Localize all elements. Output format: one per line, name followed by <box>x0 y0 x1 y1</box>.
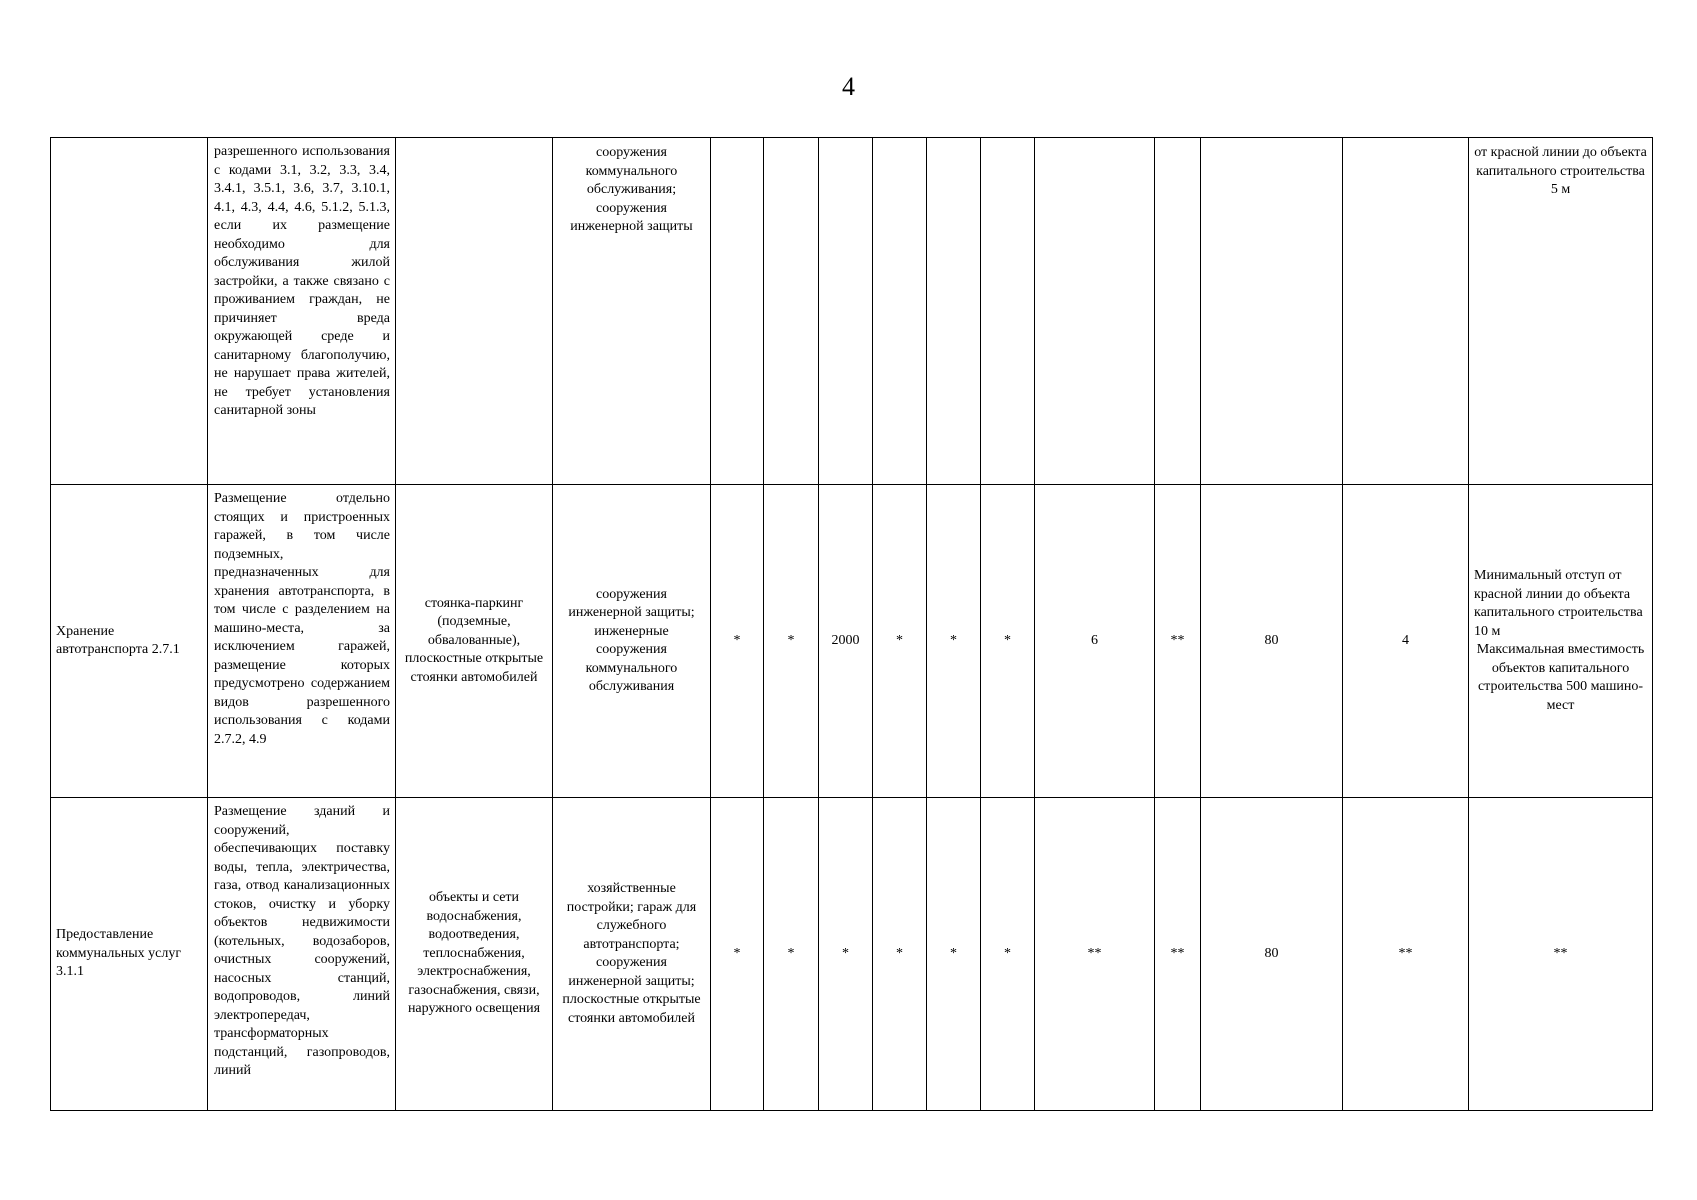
param-cell <box>819 138 873 485</box>
param-cell <box>1155 138 1201 485</box>
use-name-cell: Хранение автотранспорта 2.7.1 <box>51 485 208 798</box>
use-description-cell: Размещение отдельно стоящих и пристроенных гаражей, в том числе подземных, предназначенных для хранения автотранспорта, в том числе с разделением на машино-места, за исключением гаражей, размещение которых предусмотрено содержанием видов разрешенного использования с кодами 2.7.2, 4.9 <box>208 485 396 798</box>
param-cell: ** <box>1343 798 1469 1111</box>
param-cell: * <box>981 485 1035 798</box>
table-row <box>51 138 1653 485</box>
use-name-cell <box>51 138 208 485</box>
param-cell <box>981 138 1035 485</box>
param-cell: * <box>873 485 927 798</box>
main-objects-cell: стоянка-паркинг (подземные, обвалованные), плоскостные открытые стоянки автомобилей <box>396 485 553 798</box>
regulations-table <box>50 137 1653 1111</box>
auxiliary-objects-cell: сооружения коммунального обслуживания; сооружения инженерной защиты <box>553 138 711 485</box>
use-name-cell: Предоставление коммунальных услуг 3.1.1 <box>51 798 208 1111</box>
use-description-cell: Размещение зданий и сооружений, обеспечивающих поставку воды, тепла, электричества, газа, отвод канализационных стоков, очистку и уборку объектов недвижимости (котельных, водозаборов, очистных сооружений, насосных станций, водопроводов, линий электропередач, трансформаторных подстанций, газопроводов, линий <box>208 798 396 1111</box>
param-cell <box>927 138 981 485</box>
param-cell: 4 <box>1343 485 1469 798</box>
param-cell <box>1035 138 1155 485</box>
param-cell: * <box>764 485 819 798</box>
notes-cell: ** <box>1469 798 1653 1111</box>
param-cell: ** <box>1035 798 1155 1111</box>
param-cell: * <box>764 798 819 1111</box>
notes-cell <box>1469 485 1653 798</box>
param-cell <box>1343 138 1469 485</box>
param-cell: * <box>927 798 981 1111</box>
auxiliary-objects-cell: хозяйственные постройки; гараж для служебного автотранспорта; сооружения инженерной защиты; плоскостные открытые стоянки автомобилей <box>553 798 711 1111</box>
param-cell: ** <box>1155 798 1201 1111</box>
auxiliary-objects-cell: сооружения инженерной защиты; инженерные сооружения коммунального обслуживания <box>553 485 711 798</box>
param-cell <box>873 138 927 485</box>
max-capacity-note: Максимальная вместимость объектов капитального строительства 500 машино-мест <box>1476 642 1645 713</box>
param-cell: 2000 <box>819 485 873 798</box>
param-cell: * <box>711 485 764 798</box>
param-cell: * <box>927 485 981 798</box>
notes-cell: от красной линии до объекта капитального строительства 5 м <box>1469 138 1653 485</box>
param-cell: * <box>711 798 764 1111</box>
use-description-cell: разрешенного использования с кодами 3.1, 3.2, 3.3, 3.4, 3.4.1, 3.5.1, 3.6, 3.7, 3.10.1, 4.1, 4.3, 4.4, 4.6, 5.1.2, 5.1.3, если их размещение необходимо для обслуживания жилой застройки, а также связано с проживанием граждан, не причиняет вреда окружающей среде и санитарному благополучию, не нарушает права жителей, не требует установления санитарной зоны <box>208 138 396 485</box>
param-cell: 80 <box>1201 485 1343 798</box>
table-row <box>51 485 1653 798</box>
min-setback-note: Минимальный отступ от красной линии до объекта капитального строительства 10 м <box>1474 568 1643 639</box>
param-cell <box>1201 138 1343 485</box>
param-cell: * <box>819 798 873 1111</box>
param-cell <box>711 138 764 485</box>
param-cell <box>764 138 819 485</box>
table-row <box>51 798 1653 1111</box>
param-cell: 6 <box>1035 485 1155 798</box>
param-cell: ** <box>1155 485 1201 798</box>
main-objects-cell: объекты и сети водоснабжения, водоотведения, теплоснабжения, электроснабжения, газоснабжения, связи, наружного освещения <box>396 798 553 1111</box>
main-objects-cell <box>396 138 553 485</box>
param-cell: 80 <box>1201 798 1343 1111</box>
param-cell: * <box>873 798 927 1111</box>
param-cell: * <box>981 798 1035 1111</box>
page-number: 4 <box>842 72 855 101</box>
